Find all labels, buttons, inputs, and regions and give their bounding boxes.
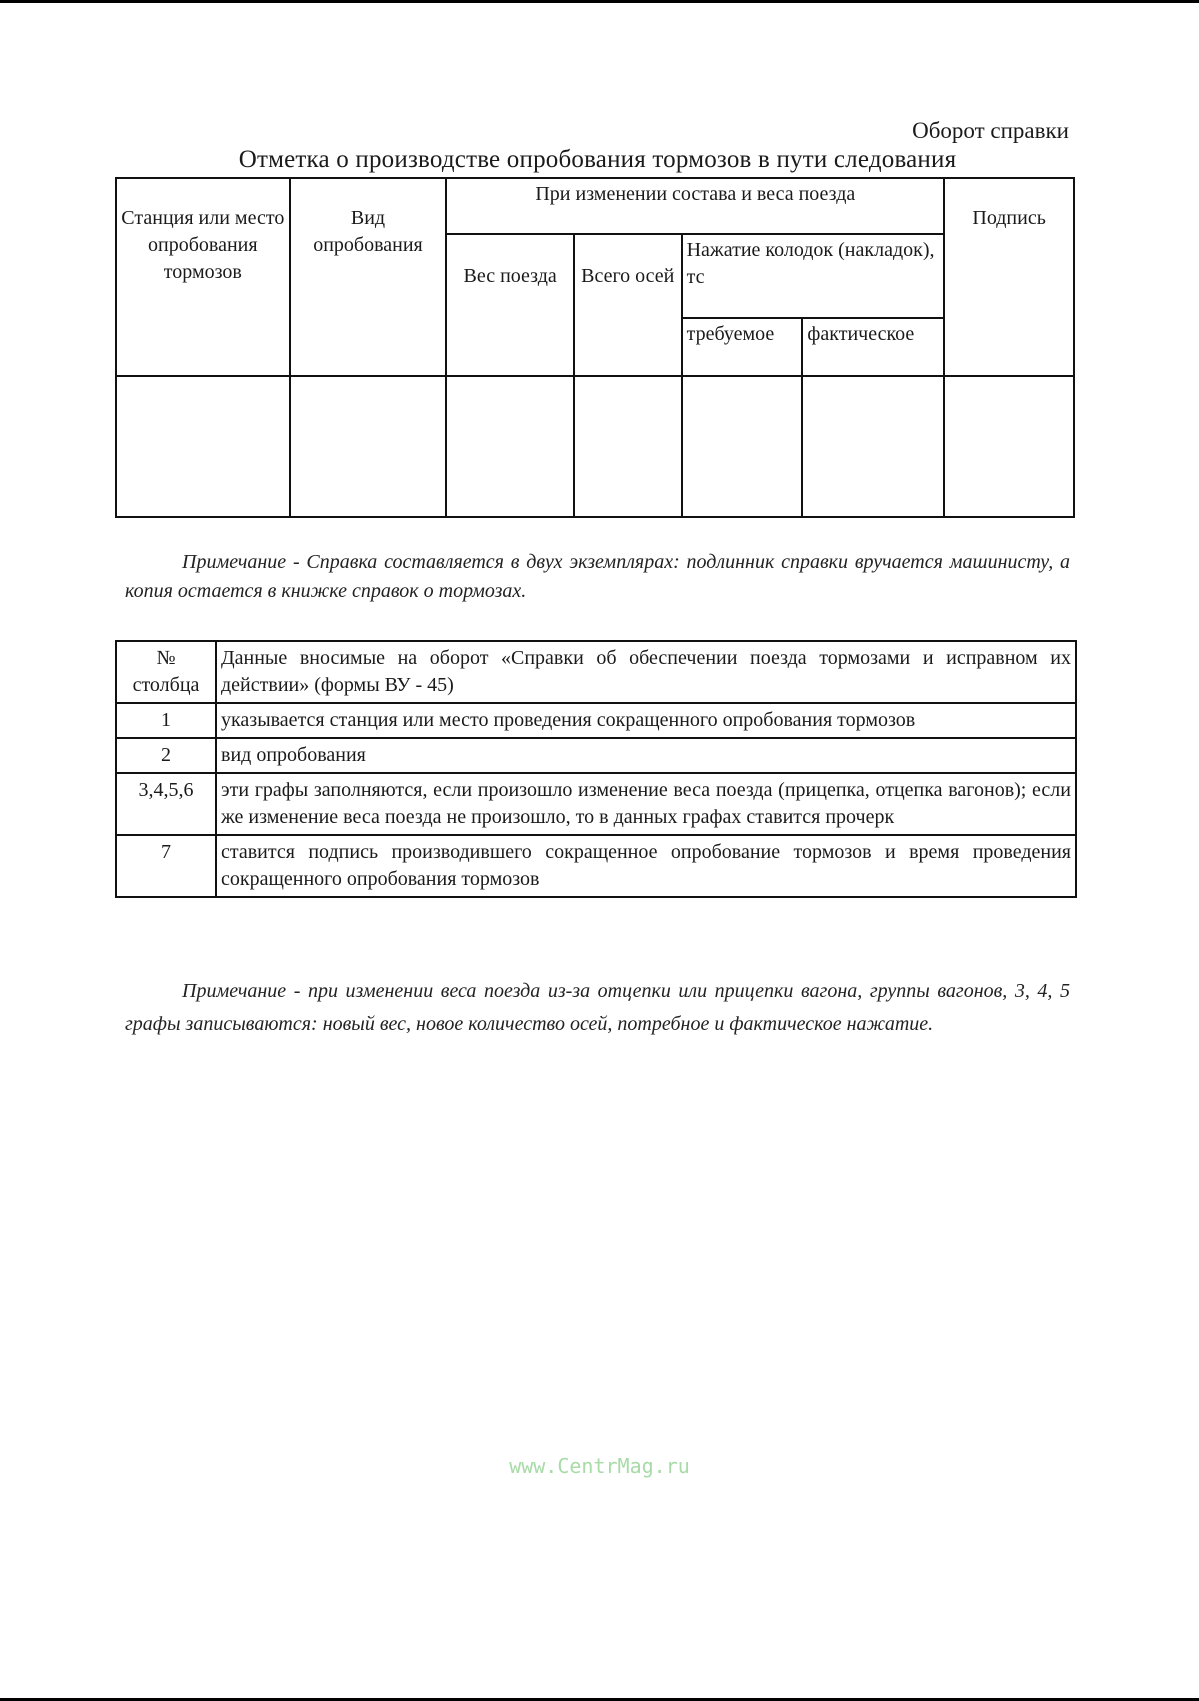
note-weight-change: Примечание - при изменении веса поезда из-за отцепки или прицепки вагона, группы вагонов, 3, 4, 5 графы записываются: новый вес, новое количество осей, потребное и фактическое нажатие. [125,980,1070,1035]
empty-cell-weight [446,376,574,517]
header-shoe-pressure: Нажатие колодок (накладок), тс [682,234,945,318]
empty-cell-test-kind [290,376,447,517]
brake-test-form-table [115,177,1075,518]
row-description: эти графы заполняются, если произошло изменение веса поезда (прицепка, отцепка вагонов); если же изменение веса поезда не произошло, то в данных графах ставится прочерк [216,773,1076,835]
empty-cell-actual [802,376,944,517]
header-test-kind: Вид опробования [290,178,447,376]
empty-cell-signature [944,376,1074,517]
header-actual: фактическое [802,318,944,376]
empty-cell-required [682,376,803,517]
table-row [116,703,1076,738]
header-column-data: Данные вносимые на оборот «Справки об обеспечении поезда тормозами и исправном их действии» (формы ВУ - 45) [216,641,1076,703]
row-description: указывается станция или место проведения сокращенного опробования тормозов [216,703,1076,738]
header-total-axles: Всего осей [574,234,682,376]
row-description: ставится подпись производившего сокращенное опробование тормозов и время проведения сокращенного опробования тормозов [216,835,1076,897]
table-row [116,835,1076,897]
reverse-side-label: Оборот справки [912,118,1069,143]
note-copies: Примечание - Справка составляется в двух экземплярах: подлинник справки вручается машинисту, а копия остается в книжке справок о тормозах. [125,551,1070,602]
page-title: Отметка о производстве опробования тормозов в пути следования [238,146,957,173]
row-description: вид опробования [216,738,1076,773]
header-station: Станция или место опробования тормозов [116,178,290,376]
page-top-border [0,0,1199,3]
header-signature: Подпись [944,178,1074,376]
empty-cell-station [116,376,290,517]
row-number: 3,4,5,6 [116,773,216,835]
empty-cell-axles [574,376,682,517]
row-number: 2 [116,738,216,773]
header-composition-change: При изменении состава и веса поезда [446,178,944,234]
row-number: 7 [116,835,216,897]
table-row [116,773,1076,835]
header-column-number: № столбца [116,641,216,703]
header-required: требуемое [682,318,803,376]
site-watermark: www.CentrMag.ru [509,1454,690,1478]
table-row [116,738,1076,773]
header-train-weight: Вес поезда [446,234,574,376]
row-number: 1 [116,703,216,738]
columns-description-table [115,640,1077,898]
